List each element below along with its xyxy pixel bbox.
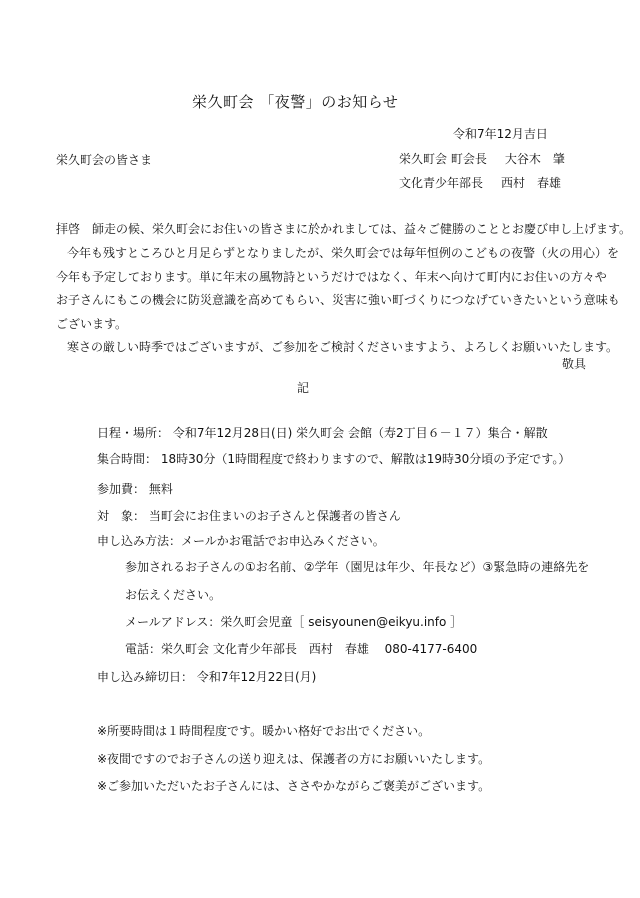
detail-email: メールアドレス：栄久町会児童［ seisyounen@eikyu.info ］: [125, 615, 463, 629]
detail-fee: 参加費： 無料: [97, 482, 173, 496]
sender-1-role: 栄久町会 町会長: [399, 152, 487, 166]
note-1: ※所要時間は１時間程度です。暖かい格好でお出でください。: [97, 724, 431, 738]
detail-deadline: 申し込み締切日： 令和7年12月22日(月): [97, 670, 317, 684]
ki-marker: 記: [297, 381, 310, 395]
note-2: ※夜間ですのでお子さんの送り迎えは、保護者の方にお願いいたします。: [97, 752, 491, 766]
body-line-1: 拝啓 師走の候、栄久町会にお住いの皆さまに於かれましては、益々ご健勝のこととお慶び申し上げます。: [56, 222, 632, 236]
sender-1: [399, 152, 565, 166]
note-3: ※ご参加いただいたお子さんには、ささやかながらご褒美がございます。: [97, 779, 491, 793]
detail-schedule: 日程・場所： 令和7年12月28日(日) 栄久町会 会館（寿2丁目６－１７）集合・解散: [97, 426, 548, 440]
sender-2-name: 西村 春雄: [501, 176, 562, 190]
closing-keigu: 敬具: [562, 357, 587, 371]
sender-2: [399, 176, 561, 190]
document-title: 栄久町会 「夜警」のお知らせ: [192, 93, 399, 111]
recipient: 栄久町会の皆さま: [56, 153, 153, 167]
body-line-3: 今年も予定しております。単に年末の風物詩というだけではなく、年末へ向けて町内にお住いの方々や: [56, 270, 607, 284]
detail-apply-info-2: お伝えください。: [125, 588, 222, 602]
detail-target: 対 象： 当町会にお住まいのお子さんと保護者の皆さん: [97, 509, 401, 523]
body-line-6: 寒さの厳しい時季ではございますが、ご参加をご検討くださいますよう、よろしくお願いいたします。: [67, 340, 619, 354]
detail-apply-method: 申し込み方法：メールかお電話でお申込みください。: [97, 534, 385, 548]
sender-2-role: 文化青少年部長: [399, 176, 484, 190]
detail-apply-info-1: 参加されるお子さんの①お名前、②学年（園児は年少、年長など）③緊急時の連絡先を: [125, 560, 590, 574]
body-line-2: 今年も残すところひと月足らずとなりましたが、栄久町会では毎年恒例のこどもの夜警（火の用心）を: [67, 246, 620, 260]
issue-date: 令和7年12月吉日: [453, 127, 548, 141]
sender-1-name: 大谷木 肇: [504, 152, 565, 166]
body-line-5: ございます。: [56, 317, 128, 331]
detail-phone: 電話：栄久町会 文化青少年部長 西村 春雄 080-4177-6400: [125, 642, 478, 656]
detail-time: 集合時間： 18時30分（1時間程度で終わりますので、解散は19時30分頃の予定です。）: [97, 452, 571, 466]
body-line-4: お子さんにもこの機会に防災意識を高めてもらい、災害に強い町づくりにつなげていきたいという意味も: [56, 293, 620, 307]
